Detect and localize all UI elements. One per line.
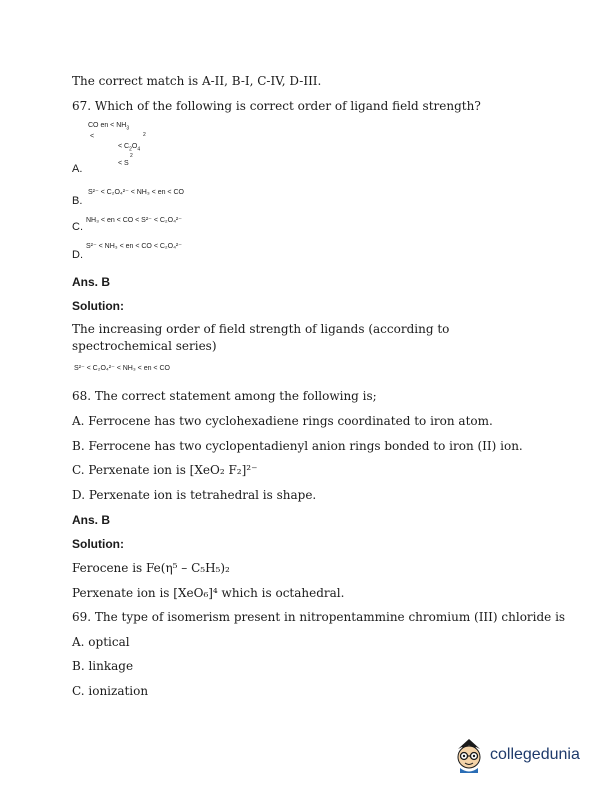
- q68-solution-label: Solution:: [72, 537, 124, 551]
- q67-answer: Ans. B: [72, 275, 111, 289]
- q67-solution-label: Solution:: [72, 299, 124, 313]
- q68-answer: Ans. B: [72, 513, 111, 527]
- q69-option-c: C. ionization: [72, 684, 149, 698]
- q67-option-d-label: D.: [72, 249, 83, 261]
- q67-option-d-formula: S²⁻ < NH₃ < en < CO < C₂O₄²⁻: [86, 243, 182, 250]
- q68-option-b: B. Ferrocene has two cyclopentadienyl anion rings bonded to iron (II) ion.: [72, 439, 523, 453]
- q68-option-a: A. Ferrocene has two cyclohexadiene rings coordinated to iron atom.: [72, 414, 493, 428]
- q67-option-a-label: A.: [72, 163, 83, 175]
- mascot-icon: [452, 735, 486, 775]
- logo-text: collegedunia: [490, 746, 580, 763]
- q67-option-b-label: B.: [72, 195, 83, 207]
- q69-question: 69. The type of isomerism present in nitropentammine chromium (III) chloride is: [72, 610, 566, 624]
- q69-option-b: B. linkage: [72, 659, 134, 673]
- q68-solution-line2: Perxenate ion is [XeO₆]⁴ which is octahedral.: [72, 586, 345, 600]
- q67-option-c-label: C.: [72, 221, 83, 233]
- q68-solution-line1: Ferocene is Fe(η⁵ – C₅H₅)₂: [72, 561, 230, 575]
- q68-question: 68. The correct statement among the following is;: [72, 389, 377, 403]
- q67-option-c-formula: NH₃ < en < CO < S²⁻ < C₂O₄²⁻: [86, 217, 182, 224]
- previous-answer: The correct match is A-II, B-I, C-IV, D-III.: [72, 74, 322, 88]
- q69-option-a: A. optical: [72, 635, 130, 649]
- q68-option-d: D. Perxenate ion is tetrahedral is shape.: [72, 488, 317, 502]
- q67-solution-formula: S²⁻ < C₂O₄²⁻ < NH₃ < en < CO: [74, 365, 170, 372]
- q67-solution-text: The increasing order of field strength of ligands (according to spectrochemical series): [72, 322, 450, 353]
- q67-question: 67. Which of the following is correct order of ligand field strength?: [72, 99, 481, 113]
- collegedunia-logo[interactable]: [452, 735, 580, 775]
- q67-option-b-formula: S²⁻ < C₂O₄²⁻ < NH₃ < en < CO: [88, 189, 184, 196]
- q68-option-c: C. Perxenate ion is [XeO₂ F₂]²⁻: [72, 463, 258, 477]
